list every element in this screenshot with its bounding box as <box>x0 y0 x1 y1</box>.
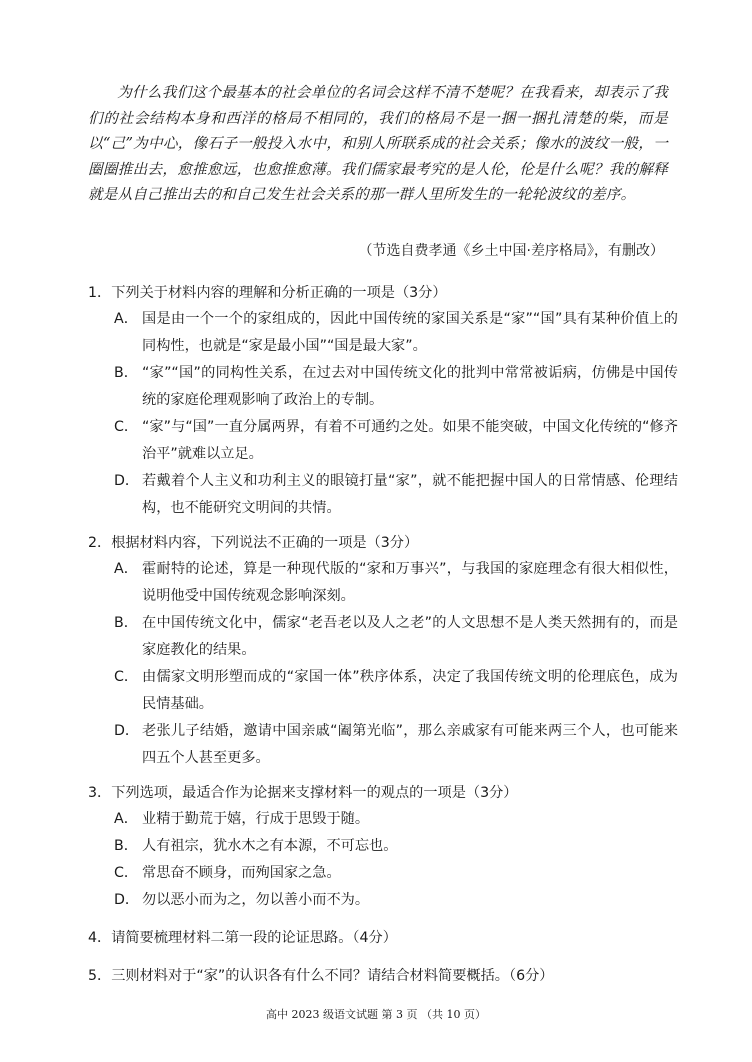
option-c <box>88 664 678 718</box>
option-text: 常思奋不顾身，而殉国家之急。 <box>142 865 341 881</box>
question-stem: 1．下列关于材料内容的理解和分析正确的一项是（3分） <box>88 285 447 301</box>
option-text: 由儒家文明形塑而成的“家国一体”秩序体系，决定了我国传统文明的伦理底色，成为民情基础。 <box>142 669 678 712</box>
question-1 <box>88 280 678 522</box>
option-letter: A． <box>114 311 138 327</box>
option-b <box>88 610 678 664</box>
option-letter: B． <box>114 365 138 381</box>
passage-source: （节选自费孝通《乡土中国·差序格局》，有删改） <box>358 243 664 259</box>
question-stem: 3．下列选项，最适合作为论据来支撑材料一的观点的一项是（3分） <box>88 785 518 801</box>
option-letter: C． <box>114 669 139 685</box>
passage-paragraph: 为什么我们这个最基本的社会单位的名词会这样不清不楚呢？在我看来，却表示了我们的社会结构本身和西洋的格局不相同的，我们的格局不是一捆一捆扎清楚的柴，而是以“己”为中心，像石子一般投入水中，和别人所联系成的社会关系；像水的波纹一般，一圈圈推出去，愈推愈远，也愈推愈薄。我们儒家最考究的是人伦，伦是什么呢？我的解释就是从自己推出去的和自己发生社会关系的那一群人里所发生的一轮轮波纹的差序。 <box>88 84 668 203</box>
option-text: 老张儿子结婚，邀请中国亲戚“阖第光临”，那么亲戚家有可能来两三个人，也可能来四五个人甚至更多。 <box>142 723 678 766</box>
page-footer: 高中 2023 级语文试题 第 3 页 （共 10 页） <box>266 1008 486 1021</box>
question-4 <box>88 925 678 951</box>
option-letter: D． <box>114 723 140 739</box>
question-3 <box>88 780 678 914</box>
question-stem: 2．根据材料内容，下列说法不正确的一项是（3分） <box>88 535 419 551</box>
question-5 <box>88 963 678 989</box>
option-d <box>88 887 678 914</box>
option-c <box>88 860 678 887</box>
option-text: 业精于勤荒于嬉，行成于思毁于随。 <box>142 811 370 827</box>
option-text: 霍耐特的论述，算是一种现代版的“家和万事兴”，与我国的家庭理念有很大相似性，说明他受中国传统观念影响深刻。 <box>142 561 678 604</box>
option-text: 若戴着个人主义和功利主义的眼镜打量“家”，就不能把握中国人的日常情感、伦理结构，也不能研究文明间的共情。 <box>142 473 678 516</box>
option-letter: B． <box>114 615 138 631</box>
option-text: “家”与“国”一直分属两界，有着不可通约之处。如果不能突破，中国文化传统的“修齐治平”就难以立足。 <box>142 419 678 462</box>
option-a <box>88 806 678 833</box>
option-letter: C． <box>114 419 139 435</box>
option-text: “家”“国”的同构性关系，在过去对中国传统文化的批判中常常被诟病，仿佛是中国传统的家庭伦理观影响了政治上的专制。 <box>142 365 678 408</box>
option-letter: D． <box>114 473 140 489</box>
option-a <box>88 556 678 610</box>
reading-passage <box>88 80 668 208</box>
option-letter: A． <box>114 561 138 577</box>
option-letter: C． <box>114 865 139 881</box>
option-letter: D． <box>114 892 140 908</box>
option-d <box>88 468 678 522</box>
option-text: 勿以恶小而为之，勿以善小而不为。 <box>142 892 370 908</box>
option-text: 在中国传统文化中，儒家“老吾老以及人之老”的人文思想不是人类天然拥有的，而是家庭教化的结果。 <box>142 615 678 658</box>
option-d <box>88 718 678 772</box>
option-b <box>88 833 678 860</box>
option-text: 人有祖宗，犹水木之有本源，不可忘也。 <box>142 838 398 854</box>
option-letter: A． <box>114 811 138 827</box>
option-b <box>88 360 678 414</box>
question-stem: 5．三则材料对于“家”的认识各有什么不同？请结合材料简要概括。（6分） <box>88 968 554 984</box>
question-2 <box>88 530 678 772</box>
option-a <box>88 306 678 360</box>
question-stem: 4．请简要梳理材料二第一段的论证思路。（4分） <box>88 930 397 946</box>
option-text: 国是由一个一个的家组成的，因此中国传统的家国关系是“家”“国”具有某种价值上的同构性，也就是“家是最小国”“国是最大家”。 <box>142 311 678 354</box>
option-letter: B． <box>114 838 138 854</box>
option-c <box>88 414 678 468</box>
